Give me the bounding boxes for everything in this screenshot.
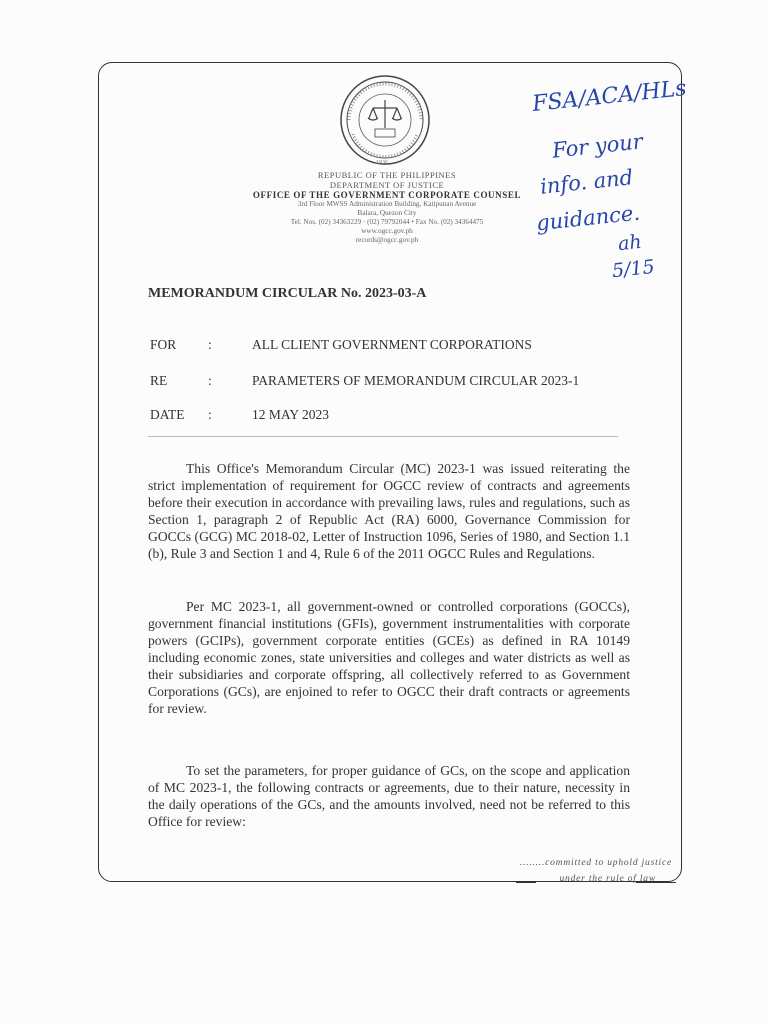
ogcc-seal-logo <box>337 72 433 168</box>
memo-title: MEMORANDUM CIRCULAR No. 2023-03-A <box>148 286 427 301</box>
date-value: 12 MAY 2023 <box>252 407 330 422</box>
footer-motto-line1: ........committed to uphold justice <box>519 858 672 868</box>
footer-rule-right <box>636 882 676 883</box>
letterhead-republic: REPUBLIC OF THE PHILIPPINES <box>317 170 457 180</box>
letterhead-phones: Tel. Nos. (02) 34363229 · (02) 79792044 • Fax No. (02) 34364475 <box>290 218 484 226</box>
re-colon: : <box>208 373 212 388</box>
footer-motto-line2: under the rule of law <box>559 874 656 884</box>
handwritten-date: 5/15 <box>610 255 656 283</box>
for-value: ALL CLIENT GOVERNMENT CORPORATIONS <box>252 337 532 352</box>
handwritten-note-line3: guidance. <box>535 200 642 236</box>
letterhead-address2: Balara, Quezon City <box>357 209 417 217</box>
letterhead-email: records@ogcc.gov.ph <box>355 236 419 244</box>
seal-year: 1936 <box>376 160 388 166</box>
footer-rule-left <box>516 882 536 883</box>
handwritten-note-line1: For your <box>550 129 644 163</box>
re-value: PARAMETERS OF MEMORANDUM CIRCULAR 2023-1 <box>252 373 580 388</box>
handwritten-note-line2: info. and <box>539 165 635 199</box>
re-label: RE <box>150 373 168 388</box>
letterhead-department: DEPARTMENT OF JUSTICE <box>329 180 445 190</box>
body-paragraph-2: Per MC 2023-1, all government-owned or controlled corporations (GOCCs), government financial institutions (GFIs), government instrumentalities with corporate powers (GCIPs), government corporate entities (GCEs) as defined in RA 10149 including economic zones, state universities and colleges and water districts as well as their subsidiaries and corporate offspring, all collectively referred to as Government Corporations (GCs), are enjoined to refer to OGCC their draft contracts or agreements for review. <box>148 599 630 716</box>
letterhead-website: www.ogcc.gov.ph <box>361 227 413 235</box>
date-colon: : <box>208 407 212 422</box>
letterhead <box>232 170 542 245</box>
letterhead-address1: 3rd Floor MWSS Administration Building, Katipunan Avenue <box>297 200 477 208</box>
letterhead-office: OFFICE OF THE GOVERNMENT CORPORATE COUNSEL <box>252 190 522 200</box>
date-label: DATE <box>150 407 185 422</box>
handwritten-routing: FSA/ACA/HLs <box>531 75 688 118</box>
handwritten-initials: ah <box>616 230 643 256</box>
body-paragraph-3: To set the parameters, for proper guidance of GCs, on the scope and application of MC 2023-1, the following contracts or agreements, due to their nature, necessity in the daily operations of the GCs, and the amounts involved, need not be referred to this Office for review: <box>148 763 630 829</box>
for-colon: : <box>208 337 212 352</box>
for-label: FOR <box>150 337 177 352</box>
body-paragraph-1: This Office's Memorandum Circular (MC) 2023-1 was issued reiterating the strict implementation of requirement for OGCC review of contracts and agreements before their execution in accordance with prevailing laws, rules and regulations, such as Section 1, paragraph 2 of Republic Act (RA) 6000, Governance Commission for GOCCs (GCG) MC 2018-02, Letter of Instruction 1096, Series of 1980, and Section 1.1 (b), Rule 3 and Section 1 and 4, Rule 6 of the 2011 OGCC Rules and Regulations. <box>148 461 630 561</box>
header-divider <box>148 436 618 437</box>
